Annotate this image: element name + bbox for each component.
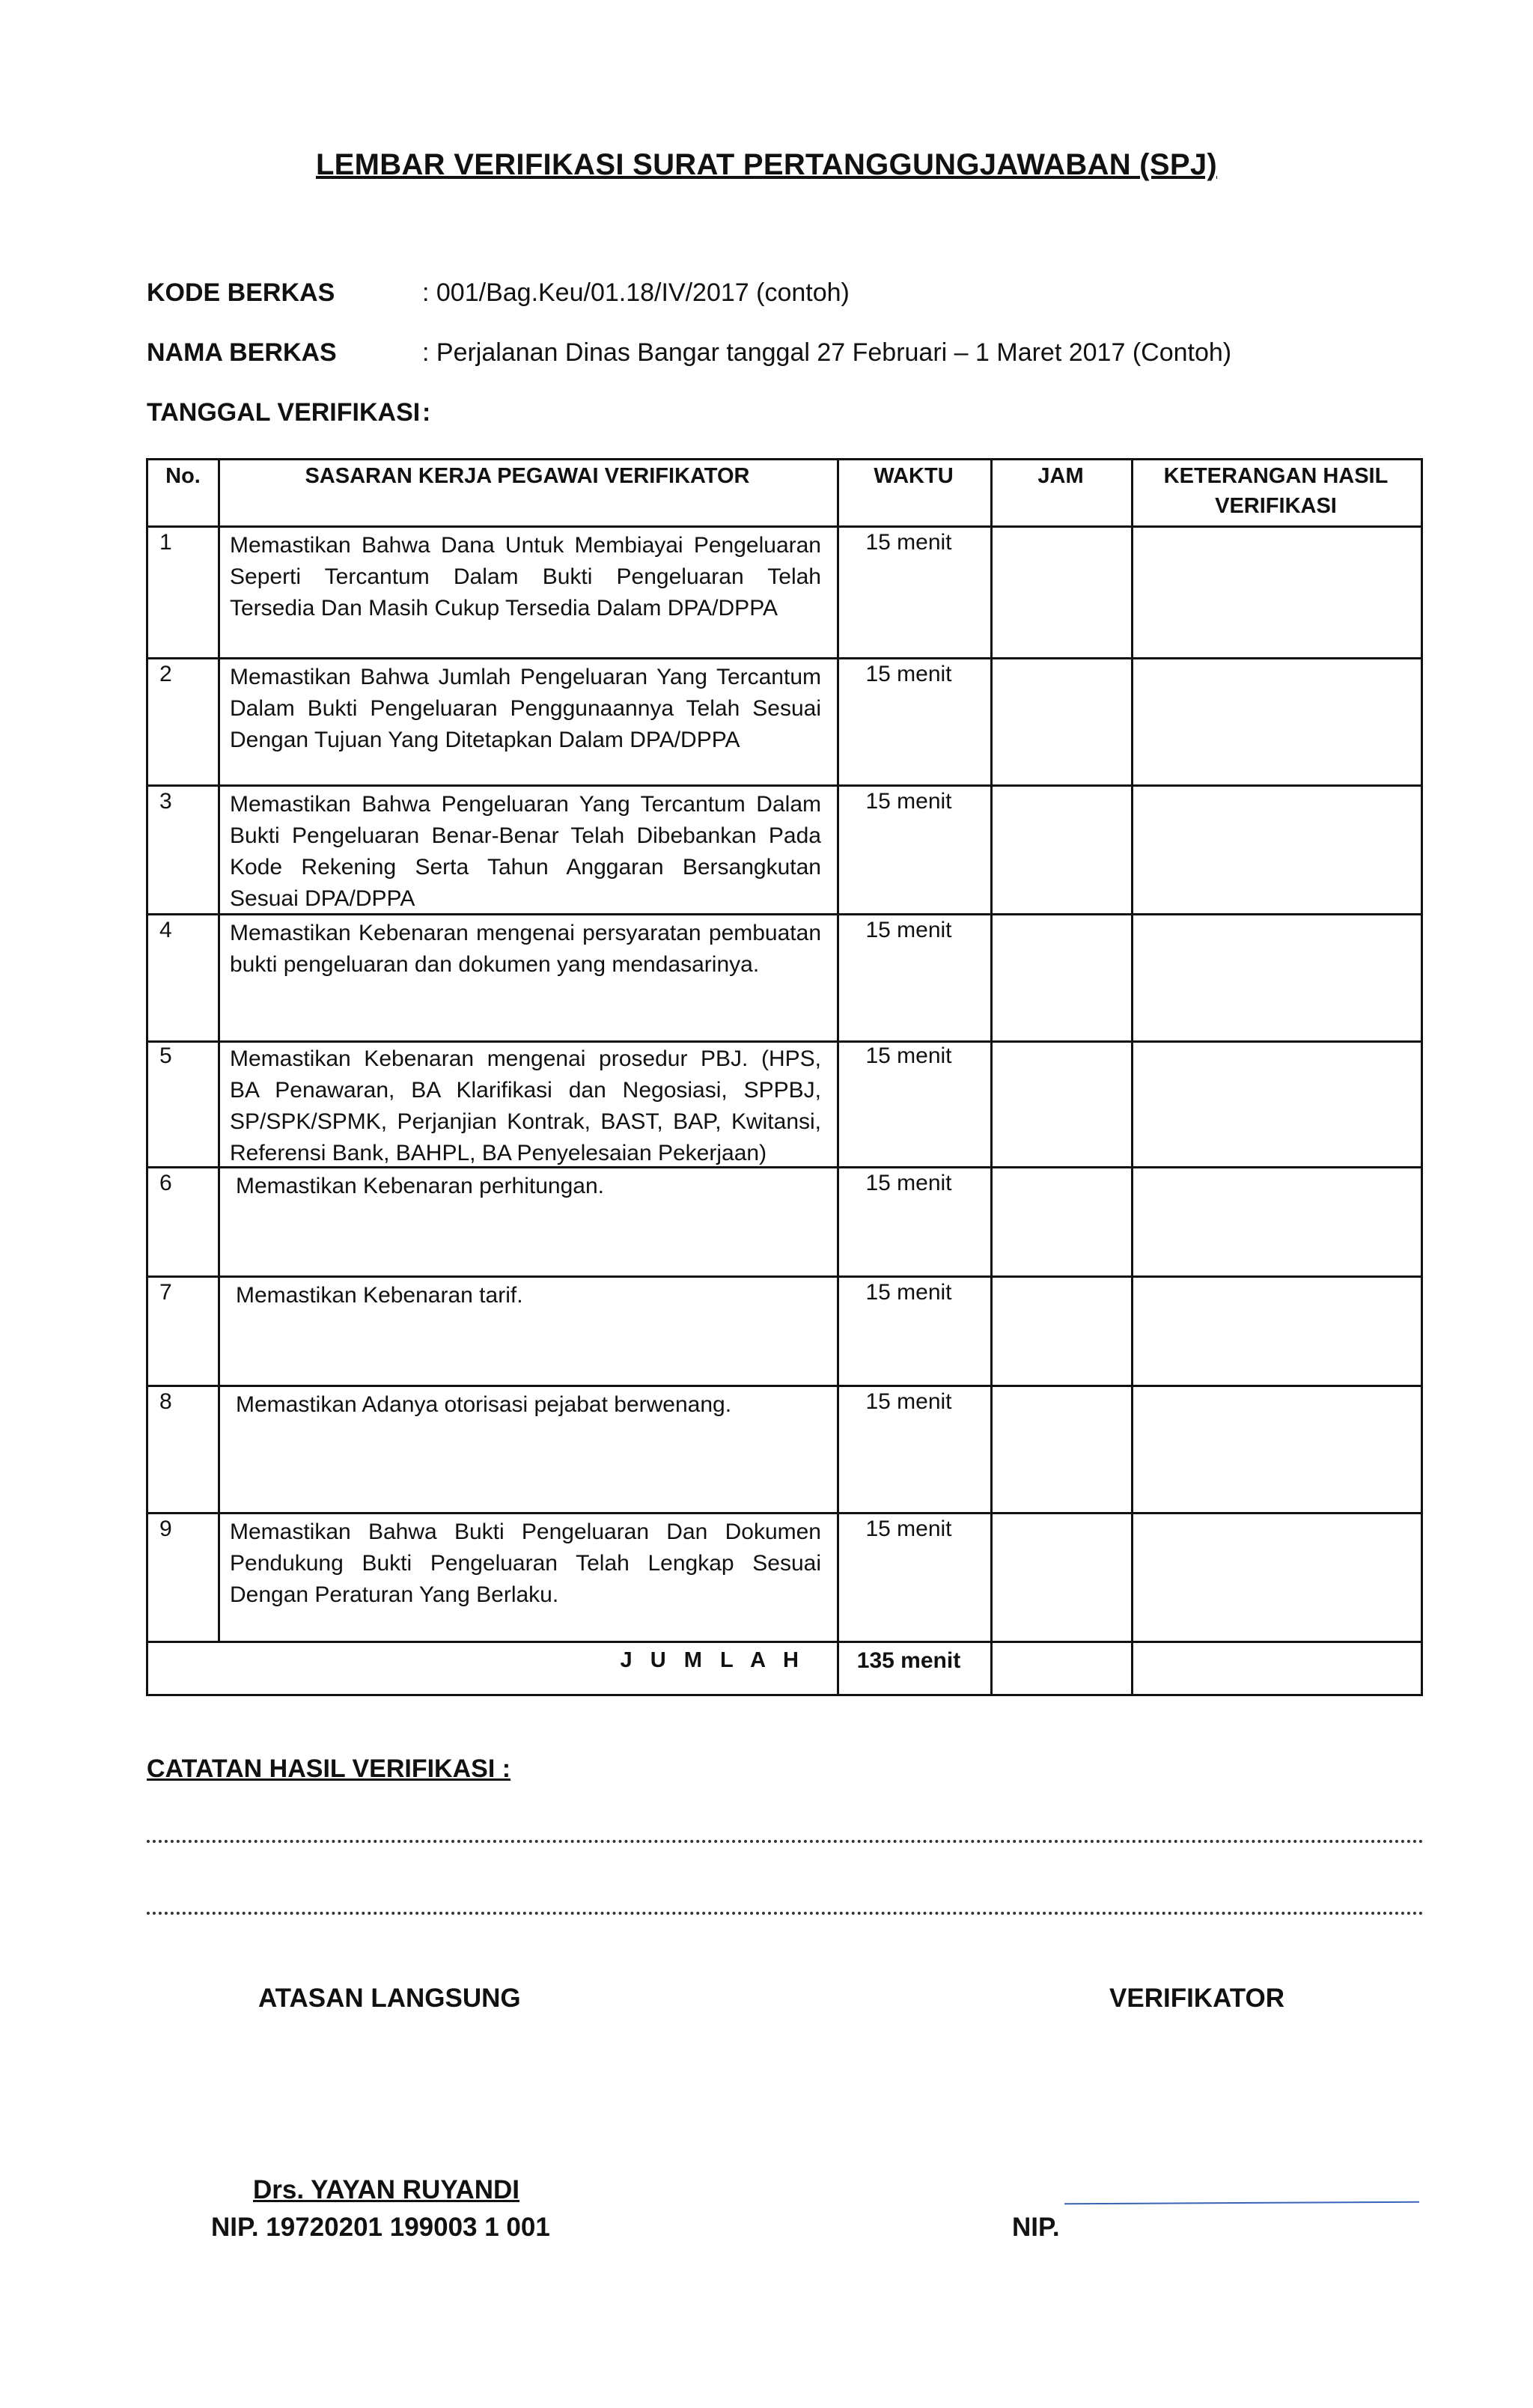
kode-berkas-value: : 001/Bag.Keu/01.18/IV/2017 (contoh)	[422, 278, 850, 307]
row-2-waktu: 15 menit	[865, 662, 952, 686]
table-col-divider	[1131, 458, 1133, 1696]
row-8-waktu: 15 menit	[865, 1389, 952, 1414]
total-label: J U M L A H	[620, 1648, 805, 1672]
header-keterangan-line2: VERIFIKASI	[1215, 494, 1337, 518]
header-sasaran: SASARAN KERJA PEGAWAI VERIFIKATOR	[305, 464, 750, 488]
table-row-divider	[146, 784, 1423, 787]
notes-dotted-line	[147, 1840, 1424, 1843]
row-3-task: Memastikan Bahwa Pengeluaran Yang Tercantum Dalam Bukti Pengeluaran Benar-Benar Telah Dibebankan Pada Kode Rekening Serta Tahun Anggaran Bersangkutan Sesuai DPA/DPPA	[230, 792, 821, 911]
row-6-task: Memastikan Kebenaran perhitungan.	[236, 1174, 604, 1198]
row-6-waktu: 15 menit	[865, 1171, 952, 1195]
table-header-divider	[146, 525, 1423, 528]
table-border-bottom	[146, 1694, 1423, 1696]
table-border-right	[1421, 458, 1423, 1696]
table-border-top	[146, 458, 1423, 460]
header-keterangan-line1: KETERANGAN HASIL	[1163, 464, 1389, 488]
row-1-no: 1	[159, 530, 172, 555]
row-9-waktu: 15 menit	[865, 1517, 952, 1541]
row-7-no: 7	[159, 1280, 172, 1305]
table-row-divider	[146, 1275, 1423, 1278]
row-1-task: Memastikan Bahwa Dana Untuk Membiayai Pengeluaran Seperti Tercantum Dalam Bukti Pengeluaran Telah Tersedia Dan Masih Cukup Tersedia Dalam DPA/DPPA	[230, 533, 821, 621]
row-4-no: 4	[159, 918, 172, 942]
signature-left-title: ATASAN LANGSUNG	[258, 1984, 521, 2013]
header-keterangan	[1131, 461, 1421, 521]
signature-right-title: VERIFIKATOR	[1109, 1984, 1284, 2013]
table-row-divider	[146, 1385, 1423, 1387]
tanggal-verifikasi-value: :	[422, 398, 431, 427]
row-5-no: 5	[159, 1043, 172, 1068]
notes-title: CATATAN HASIL VERIFIKASI :	[147, 1755, 511, 1783]
header-no: No.	[165, 464, 201, 488]
table-col-divider	[218, 458, 220, 1642]
signature-right-nip: NIP.	[1012, 2213, 1060, 2242]
kode-berkas-label: KODE BERKAS	[147, 278, 335, 307]
nama-berkas-label: NAMA BERKAS	[147, 338, 337, 367]
row-6-no: 6	[159, 1171, 172, 1195]
table-border-left	[146, 458, 148, 1696]
row-5-task: Memastikan Kebenaran mengenai prosedur PBJ. (HPS, BA Penawaran, BA Klarifikasi dan Negosiasi, SPPBJ, SP/SPK/SPMK, Perjanjian Kontrak, BAST, BAP, Kwitansi, Referensi Bank, BAHPL, BA Penyelesaian Pekerjaan)	[230, 1046, 821, 1165]
row-3-no: 3	[159, 789, 172, 814]
notes-dotted-line	[147, 1912, 1424, 1915]
row-4-waktu: 15 menit	[865, 918, 952, 942]
header-jam: JAM	[1037, 464, 1084, 488]
row-1-waktu: 15 menit	[865, 530, 952, 555]
tanggal-verifikasi-label: TANGGAL VERIFIKASI	[147, 398, 421, 427]
table-row-divider	[146, 657, 1423, 659]
row-2-no: 2	[159, 662, 172, 686]
table-col-divider	[837, 458, 839, 1696]
table-row-divider	[146, 1512, 1423, 1514]
table-row-divider	[146, 1040, 1423, 1043]
row-9-task: Memastikan Bahwa Bukti Pengeluaran Dan Dokumen Pendukung Bukti Pengeluaran Telah Lengkap Sesuai Dengan Peraturan Yang Berlaku.	[230, 1520, 821, 1607]
row-9-no: 9	[159, 1517, 172, 1541]
verification-table	[146, 458, 1423, 1696]
table-col-divider	[990, 458, 993, 1696]
signature-right-name-line	[1064, 2201, 1419, 2204]
table-total-divider	[146, 1641, 1423, 1643]
signature-left-name: Drs. YAYAN RUYANDI	[253, 2175, 520, 2204]
row-4-task: Memastikan Kebenaran mengenai persyaratan pembuatan bukti pengeluaran dan dokumen yang mendasarinya.	[230, 921, 821, 977]
row-7-waktu: 15 menit	[865, 1280, 952, 1305]
row-2-task: Memastikan Bahwa Jumlah Pengeluaran Yang Tercantum Dalam Bukti Pengeluaran Penggunaannya Telah Sesuai Dengan Tujuan Yang Ditetapkan Dalam DPA/DPPA	[230, 665, 821, 752]
row-8-task: Memastikan Adanya otorisasi pejabat berwenang.	[236, 1392, 732, 1417]
row-7-task: Memastikan Kebenaran tarif.	[236, 1283, 523, 1308]
row-5-waktu: 15 menit	[865, 1043, 952, 1068]
total-value: 135 menit	[856, 1648, 961, 1673]
signature-left-nip: NIP. 19720201 199003 1 001	[211, 2213, 550, 2242]
row-8-no: 8	[159, 1389, 172, 1414]
nama-berkas-value: : Perjalanan Dinas Bangar tanggal 27 Februari – 1 Maret 2017 (Contoh)	[422, 338, 1232, 367]
document-title: LEMBAR VERIFIKASI SURAT PERTANGGUNGJAWABAN (SPJ)	[315, 148, 1218, 181]
row-3-waktu: 15 menit	[865, 789, 952, 814]
header-waktu: WAKTU	[874, 464, 954, 488]
